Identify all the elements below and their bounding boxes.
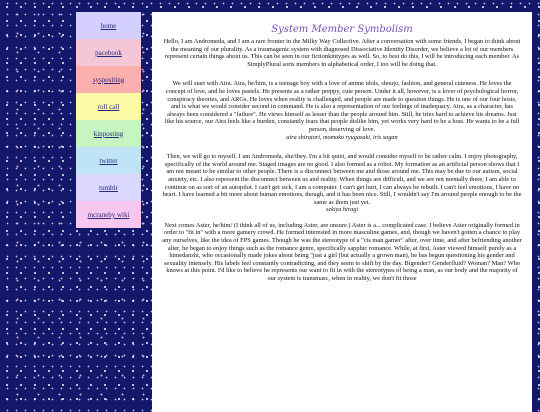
aira-sources: aira shiratori, momoko ryugasaki, iris sagan <box>286 133 398 141</box>
andromeda-source: sekiya hiragi <box>325 206 359 214</box>
andromeda-paragraph: Then, we will go to myself. I am Andromeda, she/they. I'm a bit quiet, and would consider myself to be rather calm. I enjoy photography, specifically of the world around me. Staged images are no good. I also formed as a robot. My formation as an artificial person shows that I am not meant to be similar to other people. There is a disconnect between me and those around me. This may be due to our autism, social anxiety, etc. I also represent the disconnect between us and reality. When things are difficult, and we are not mentally there, I am able to continue on as sort of an autopilot. I can't get sick, I am a computer. I can't get hurt, I can always be rebuilt. I can't feel emotions, I have no heart. I have learned a bit more about human emotions, though, and it has been nice. Still, I wouldn't say I'm around people enough to be the same as them just yet. <box>162 153 522 206</box>
nav-link-twitter[interactable]: twitter <box>76 147 141 174</box>
aster-paragraph: Next comes Aster, he/him/ (I think all of us, including Aster, are unsure.) Aster is a... complicated case. I believe Aster originally formed in order to "fit in" with a more gamery crowd. He formed interested in more masculine games, and, though we haven't gotten a chance to play any ourselves, like the idea of FPS games. Though he was the stereotype of a "cis man gamer" after, over time, and after befriending another alter, he began to enjoy things such as the romance genre, specifically sapphic romance. While, at first, Aster viewed himself purely as a himedanshi, who occasionally made jokes about being "just a girl (but actually a grown man), he has begun questioning his gender and sexuality intensely. His labels feel constantly contradicting, and they seem to shift by the day. Bigender? Genderfluid? Woman? Man? Who knows at this point. I'd like to believe he represents our want to fit in with the stereotypes of being a man, as our body and the majority of our system is transmasc, when in reality, we don't fit those <box>162 221 522 283</box>
page-title: System Member Symbolism <box>271 24 413 35</box>
aira-paragraph: We will start with Aira. Aira, he/him, is a teenage boy with a love of anime idols, shoujo, fashion, and general cuteness. He loves the concept of love, and he loves pastels. He presents as a rather preppy, cute person. Under it all, however, is a lover of psychological horror, conspiracy theories, and ARGs. He loves when reality is challenged, and people are made to question things. He is one of our four hosts, and is what we would consider second in command. He is also a representation of our feelings of inadequacy. Aira, as a character, has always been considered a "failure". He views himself as lesser than the people around him. Still, he tries hard to achieve his dreams. Just like his source, our Aira feels like a burden, constantly fears that people dislike him, yet works very hard to be a host. He wants to be a full person, deserving of love. <box>164 80 520 133</box>
nav-link-home[interactable]: home <box>76 12 141 39</box>
nav-link-roll-call[interactable]: roll call <box>76 93 141 120</box>
nav-link-tumblr[interactable]: tumblr <box>76 174 141 201</box>
nav-link-pacebook[interactable]: pacebook <box>76 39 141 66</box>
intro-paragraph: Hello, I am Andromeda, and I am a rare fronter in the Milky Way Collective. After a conversation with some friends, I began to think about the meaning of our plurality. As a traumagenic system with diagnosed Dissociative Identity Disorder, we believe a lot of our members represent certain things about us. This can be seen in our fictionkintypes as well. So, to best do this, I will be introducing each member. As SimplyPlural sorts members in alphabetical order, I too will be doing that. <box>163 38 521 68</box>
sidebar-nav <box>76 12 141 228</box>
main-content <box>152 12 532 412</box>
nav-link-mcraneby-wiki[interactable]: mcraneby wiki <box>76 201 141 228</box>
nav-link-kinposting[interactable]: kinposting <box>76 120 141 147</box>
nav-link-syspositing[interactable]: syspositing <box>76 66 141 93</box>
